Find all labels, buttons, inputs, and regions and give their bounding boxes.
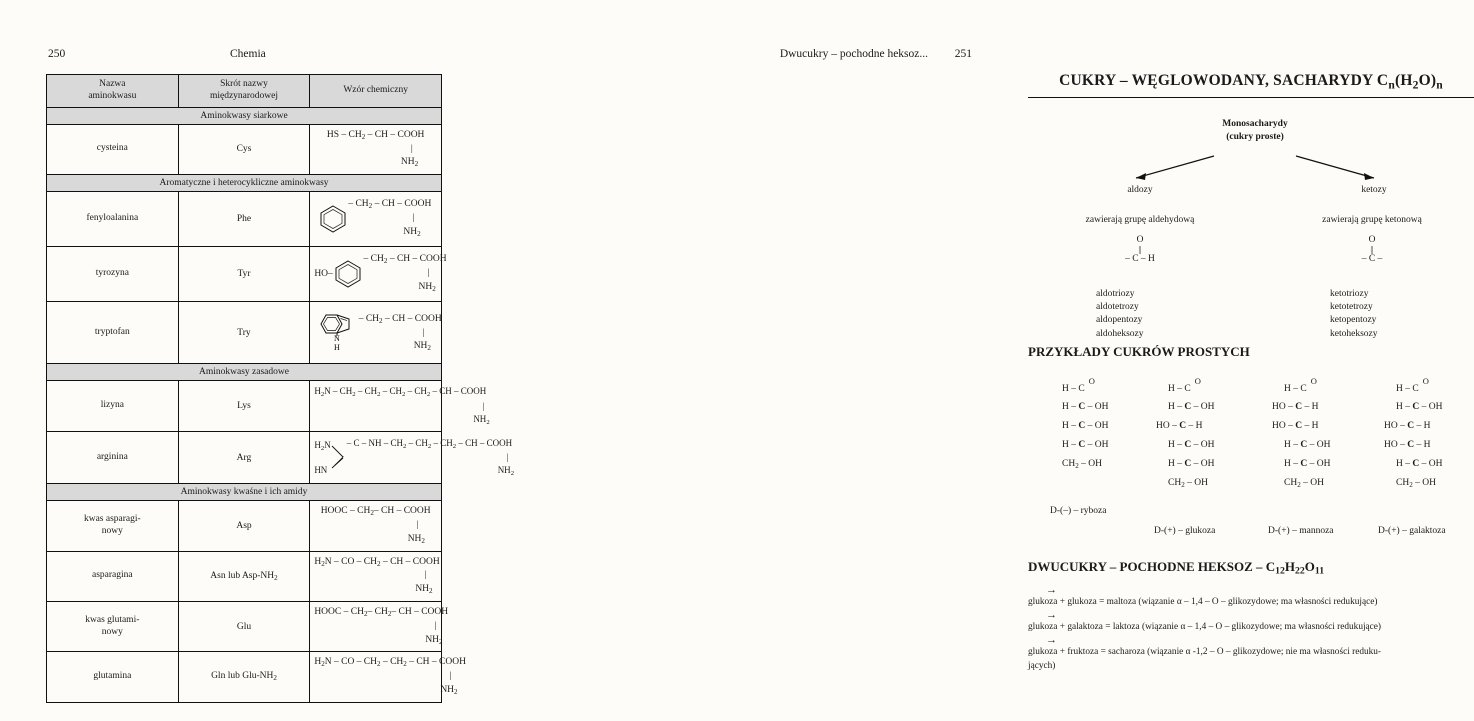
formula-arginine: $H_2N$ HN – C – NH – $CH_2 - CH_2 - CH_2$ – CH – COOH | $NH_2$ <box>314 437 515 478</box>
table-row <box>47 432 442 484</box>
section-header-row <box>47 364 442 381</box>
fischer-glucose <box>1156 376 1215 498</box>
cell-abbr: Lys <box>178 381 310 432</box>
table-head <box>47 75 442 108</box>
left-head-title: Chemia <box>230 48 266 60</box>
cell-abbr: Glu <box>178 602 310 652</box>
equation-maltose: glukoza + glukoza = maltoza (wiązanie α – 1,4 – O – glikozydowe; ma własności redukujące) <box>1028 596 1378 607</box>
formula-glutamic-acid: HOOC – $CH_2-$ $CH_2-$ CH – COOH | $NH_2$ <box>314 607 449 646</box>
left-folio: 250 <box>48 48 66 60</box>
caption-glucose: D-(+) – glukoza <box>1154 526 1216 537</box>
ribose-row-2: H – C – OH <box>1062 421 1109 432</box>
reaction-arrow-icon: → <box>1046 633 1057 646</box>
cell-name: kwas asparagi- nowy <box>47 501 179 551</box>
ribose-row-4: $CH_2$ – OH <box>1062 459 1102 471</box>
cell-name: asparagina <box>47 551 179 601</box>
ribose-row-3: H – C – OH <box>1062 440 1109 451</box>
section-title-simple-sugars: PRZYKŁADY CUKRÓW PROSTYCH <box>1028 344 1250 360</box>
fischer-galactose <box>1384 376 1443 498</box>
ribose-row-0: H – CO <box>1062 376 1095 395</box>
aldose-examples-list: aldotriozy aldotetrozy aldopentozy aldoheksozy <box>1096 289 1144 339</box>
branch-label-ketozy: ketozy <box>1361 185 1387 196</box>
section-title-acidic: Aminokwasy kwaśne i ich amidy <box>47 484 442 501</box>
table-row <box>47 501 442 551</box>
left-running-head <box>0 48 500 62</box>
right-running-head <box>500 48 1000 62</box>
cell-abbr: Gln lub Glu-$NH_2$ <box>178 652 310 702</box>
cell-formula <box>310 124 442 174</box>
ketose-examples-list: ketotriozy ketotetrozy ketopentozy ketoheksozy <box>1330 289 1378 339</box>
cell-name: tyrozyna <box>47 247 179 302</box>
formula-lysine: $H_2N - CH_2 - CH_2 - CH_2 - CH_2$ – CH – COOH | $NH_2$ <box>314 386 490 426</box>
caption-galactose: D-(+) – galaktoza <box>1378 526 1446 537</box>
formula-tyrosine: HO– – $CH_2$ – CH – COOH | $NH_2$ <box>314 254 447 293</box>
mannose-row-3: H – C – OH <box>1284 440 1331 451</box>
amidine-group-icon <box>331 443 347 473</box>
formula-tryptophan: N H – $CH_2$ – CH – COOH | $NH_2$ <box>314 311 441 354</box>
branch-desc-ketozy: zawierają grupę ketonową <box>1322 215 1422 226</box>
caption-ribose: D-(–) – ryboza <box>1050 506 1107 517</box>
section-title-disaccharides: DWUCUKRY – POCHODNE HEKSOZ – $C_{12}H_{22}O_{11}$ <box>1028 559 1325 577</box>
branch-desc-aldozy: zawierają grupę aldehydową <box>1085 215 1195 226</box>
cell-name: fenyloalanina <box>47 192 179 247</box>
cell-formula <box>310 652 466 702</box>
cell-name: lizyna <box>47 381 179 432</box>
cell-name: cysteina <box>47 124 179 174</box>
cell-name: arginina <box>47 432 179 484</box>
table-row <box>47 192 442 247</box>
cell-formula <box>310 432 515 484</box>
cell-formula <box>310 302 442 364</box>
col-header-name: Nazwa aminokwasu <box>47 75 179 108</box>
equation-sucrose: glukoza + fruktoza = sacharoza (wiązanie α -1,2 – O – glikozydowe; nie ma własności reduku- jących) <box>1028 646 1382 671</box>
table-header-row <box>47 75 442 108</box>
cell-name: glutamina <box>47 652 179 702</box>
fischer-projections <box>1028 368 1474 543</box>
reaction-arrow-icon: → <box>1046 608 1057 621</box>
cell-abbr: Asn lub Asp-$NH_2$ <box>178 551 310 601</box>
table-row <box>47 247 442 302</box>
section-title-aromatic: Aromatyczne i heterocykliczne aminokwasy <box>47 175 442 192</box>
svg-text:N: N <box>334 333 341 343</box>
cell-formula <box>310 247 447 302</box>
cell-abbr: Tyr <box>178 247 310 302</box>
cell-abbr: Phe <box>178 192 310 247</box>
amino-acid-table <box>46 74 515 703</box>
galactose-row-0: H – CO <box>1396 376 1429 395</box>
disaccharide-equations <box>1028 585 1474 674</box>
mannose-row-1: HO – C – H <box>1272 402 1319 413</box>
cell-abbr: Arg <box>178 432 310 484</box>
table-body <box>47 107 515 702</box>
cell-name: kwas glutami- nowy <box>47 602 179 652</box>
galactose-row-1: H – C – OH <box>1396 402 1443 413</box>
formula-glutamine: $H_2N$ – CO – $CH_2 - CH_2$ – CH – COOH | $NH_2$ <box>314 657 466 696</box>
glucose-row-4: H – C – OH <box>1168 459 1215 470</box>
mannose-row-5: $CH_2$ – OH <box>1284 478 1324 490</box>
ribose-row-1: H – C – OH <box>1062 402 1109 413</box>
col-header-formula: Wzór chemiczny <box>310 75 442 108</box>
section-title-basic: Aminokwasy zasadowe <box>47 364 442 381</box>
page-title: CUKRY – WĘGLOWODANY, SACHARYDY $C_n(H_2O)_n$ <box>1059 72 1443 92</box>
diagram-root: Monosacharydy (cukry proste) <box>1222 119 1288 142</box>
glucose-row-1: H – C – OH <box>1168 402 1215 413</box>
mannose-row-4: H – C – OH <box>1284 459 1331 470</box>
monosaccharide-diagram <box>1028 110 1474 340</box>
svg-text:H: H <box>334 342 341 352</box>
fischer-ribose <box>1062 376 1109 479</box>
cell-abbr: Cys <box>178 124 310 174</box>
benzene-ring-icon <box>335 260 361 288</box>
table-row <box>47 124 442 174</box>
mannose-row-0: H – CO <box>1284 376 1317 395</box>
right-head-title: Dwucukry – pochodne heksoz... <box>779 48 928 60</box>
right-page <box>500 0 1446 721</box>
ketone-group-formula: O || – C – <box>1361 235 1383 264</box>
cell-formula <box>310 381 490 432</box>
table-row <box>47 652 442 702</box>
formula-asparagine: $H_2N$ – CO – $CH_2$ – CH – COOH | $NH_2$ <box>314 556 440 596</box>
section-title-sulfur: Aminokwasy siarkowe <box>47 107 442 124</box>
right-content <box>1028 72 1474 674</box>
mannose-row-2: HO – C – H <box>1272 421 1319 432</box>
fischer-mannose <box>1272 376 1331 498</box>
cell-formula <box>310 602 449 652</box>
indole-ring-icon <box>314 311 356 351</box>
galactose-row-4: H – C – OH <box>1396 459 1443 470</box>
glucose-row-5: $CH_2$ – OH <box>1168 478 1208 490</box>
formula-phenylalanine: – $CH_2$ – CH – COOH | $NH_2$ <box>320 198 431 239</box>
col-header-abbr: Skrót nazwy międzynarodowej <box>178 75 310 108</box>
cell-formula <box>310 192 442 247</box>
section-header-row <box>47 107 442 124</box>
cell-name: tryptofan <box>47 302 179 364</box>
galactose-row-3: HO – C – H <box>1384 440 1431 451</box>
table-row <box>47 551 442 601</box>
section-header-row <box>47 175 442 192</box>
tyrosine-ho-prefix: HO <box>314 269 329 280</box>
cell-abbr: Asp <box>178 501 310 551</box>
caption-mannose: D-(+) – mannoza <box>1268 526 1334 537</box>
table-row <box>47 602 442 652</box>
left-page <box>0 0 515 721</box>
title-rule <box>1028 97 1474 98</box>
cell-abbr: Try <box>178 302 310 364</box>
formula-cysteine: HS – $CH_2$ – CH – COOH | $NH_2$ <box>326 129 425 169</box>
formula-aspartic-acid: HOOC – $CH_2-$ CH – COOH | $NH_2$ <box>320 506 431 545</box>
glucose-row-2: HO – C – H <box>1156 421 1203 432</box>
galactose-row-2: HO – C – H <box>1384 421 1431 432</box>
aldehyde-group-formula: O || – C – H <box>1125 235 1155 264</box>
glucose-row-0: H – CO <box>1168 376 1201 395</box>
cell-formula <box>310 551 442 601</box>
cell-formula <box>310 501 442 551</box>
table-row <box>47 381 442 432</box>
glucose-row-3: H – C – OH <box>1168 440 1215 451</box>
amino-acid-table-wrapper <box>46 74 515 703</box>
galactose-row-5: $CH_2$ – OH <box>1396 478 1436 490</box>
table-row <box>47 302 442 364</box>
right-folio: 251 <box>954 48 972 60</box>
reaction-arrow-icon: → <box>1046 583 1057 596</box>
section-header-row <box>47 484 442 501</box>
branch-label-aldozy: aldozy <box>1127 185 1153 196</box>
equation-lactose: glukoza + galaktoza = laktoza (wiązanie α – 1,4 – O – glikozydowe; ma własności redukujące) <box>1028 621 1382 632</box>
benzene-ring-icon <box>320 205 346 233</box>
